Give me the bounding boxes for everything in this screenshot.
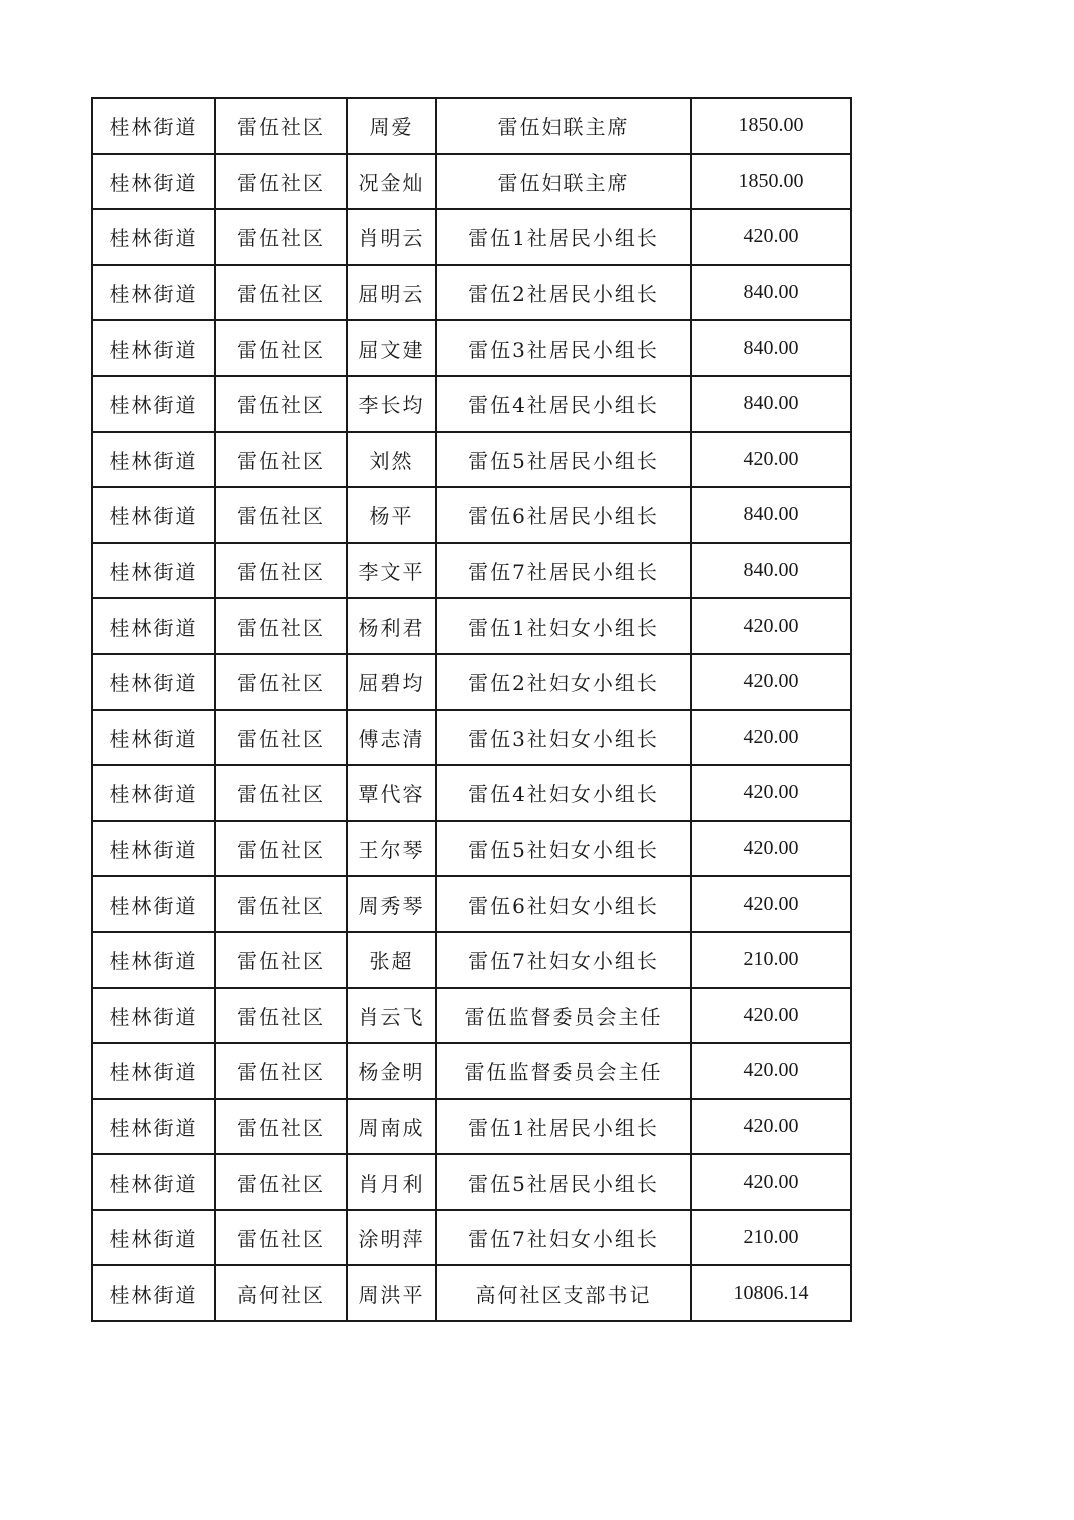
amount-cell: 840.00 — [691, 320, 851, 376]
name-cell: 屈碧均 — [347, 654, 436, 710]
community-cell: 雷伍社区 — [215, 1043, 347, 1099]
table-row — [92, 710, 851, 766]
table-row — [92, 1043, 851, 1099]
table-row — [92, 487, 851, 543]
position-cell: 雷伍5社居民小组长 — [436, 432, 691, 488]
community-cell: 雷伍社区 — [215, 376, 347, 432]
street-cell: 桂林街道 — [92, 654, 215, 710]
name-cell: 屈明云 — [347, 265, 436, 321]
community-cell: 雷伍社区 — [215, 654, 347, 710]
table-row — [92, 765, 851, 821]
table-row — [92, 1099, 851, 1155]
position-cell: 雷伍1社居民小组长 — [436, 209, 691, 265]
street-cell: 桂林街道 — [92, 1099, 215, 1155]
amount-cell: 1850.00 — [691, 98, 851, 154]
street-cell: 桂林街道 — [92, 265, 215, 321]
position-cell: 雷伍5社居民小组长 — [436, 1154, 691, 1210]
position-cell: 雷伍妇联主席 — [436, 98, 691, 154]
street-cell: 桂林街道 — [92, 1210, 215, 1266]
amount-cell: 420.00 — [691, 1099, 851, 1155]
amount-cell: 840.00 — [691, 543, 851, 599]
amount-cell: 10806.14 — [691, 1265, 851, 1321]
amount-cell: 840.00 — [691, 376, 851, 432]
amount-cell: 210.00 — [691, 932, 851, 988]
amount-cell: 420.00 — [691, 765, 851, 821]
amount-cell: 420.00 — [691, 988, 851, 1044]
position-cell: 雷伍1社妇女小组长 — [436, 598, 691, 654]
position-cell: 雷伍妇联主席 — [436, 154, 691, 210]
community-cell: 雷伍社区 — [215, 710, 347, 766]
table-body — [92, 98, 851, 1321]
amount-cell: 420.00 — [691, 1043, 851, 1099]
position-cell: 雷伍7社妇女小组长 — [436, 932, 691, 988]
table-row — [92, 821, 851, 877]
table-row — [92, 98, 851, 154]
position-cell: 雷伍4社妇女小组长 — [436, 765, 691, 821]
name-cell: 肖月利 — [347, 1154, 436, 1210]
name-cell: 王尔琴 — [347, 821, 436, 877]
table-row — [92, 154, 851, 210]
community-cell: 雷伍社区 — [215, 209, 347, 265]
amount-cell: 840.00 — [691, 487, 851, 543]
community-cell: 雷伍社区 — [215, 1154, 347, 1210]
position-cell: 雷伍3社妇女小组长 — [436, 710, 691, 766]
name-cell: 肖云飞 — [347, 988, 436, 1044]
table-row — [92, 988, 851, 1044]
street-cell: 桂林街道 — [92, 376, 215, 432]
street-cell: 桂林街道 — [92, 432, 215, 488]
table-row — [92, 654, 851, 710]
table-row — [92, 598, 851, 654]
street-cell: 桂林街道 — [92, 598, 215, 654]
table-row — [92, 265, 851, 321]
street-cell: 桂林街道 — [92, 765, 215, 821]
name-cell: 况金灿 — [347, 154, 436, 210]
name-cell: 周爱 — [347, 98, 436, 154]
name-cell: 李文平 — [347, 543, 436, 599]
name-cell: 杨平 — [347, 487, 436, 543]
table-row — [92, 932, 851, 988]
position-cell: 雷伍6社居民小组长 — [436, 487, 691, 543]
position-cell: 高何社区支部书记 — [436, 1265, 691, 1321]
table-row — [92, 1265, 851, 1321]
name-cell: 肖明云 — [347, 209, 436, 265]
amount-cell: 420.00 — [691, 710, 851, 766]
name-cell: 屈文建 — [347, 320, 436, 376]
position-cell: 雷伍6社妇女小组长 — [436, 876, 691, 932]
position-cell: 雷伍5社妇女小组长 — [436, 821, 691, 877]
position-cell: 雷伍1社居民小组长 — [436, 1099, 691, 1155]
name-cell: 杨金明 — [347, 1043, 436, 1099]
community-cell: 雷伍社区 — [215, 598, 347, 654]
name-cell: 杨利君 — [347, 598, 436, 654]
position-cell: 雷伍7社妇女小组长 — [436, 1210, 691, 1266]
amount-cell: 420.00 — [691, 654, 851, 710]
community-cell: 雷伍社区 — [215, 320, 347, 376]
street-cell: 桂林街道 — [92, 1265, 215, 1321]
street-cell: 桂林街道 — [92, 487, 215, 543]
community-cell: 雷伍社区 — [215, 932, 347, 988]
community-cell: 雷伍社区 — [215, 1210, 347, 1266]
community-cell: 雷伍社区 — [215, 487, 347, 543]
position-cell: 雷伍监督委员会主任 — [436, 988, 691, 1044]
name-cell: 周秀琴 — [347, 876, 436, 932]
amount-cell: 210.00 — [691, 1210, 851, 1266]
amount-cell: 840.00 — [691, 265, 851, 321]
position-cell: 雷伍4社居民小组长 — [436, 376, 691, 432]
name-cell: 涂明萍 — [347, 1210, 436, 1266]
name-cell: 周洪平 — [347, 1265, 436, 1321]
table-row — [92, 1210, 851, 1266]
street-cell: 桂林街道 — [92, 876, 215, 932]
name-cell: 李长均 — [347, 376, 436, 432]
position-cell: 雷伍监督委员会主任 — [436, 1043, 691, 1099]
amount-cell: 420.00 — [691, 209, 851, 265]
street-cell: 桂林街道 — [92, 209, 215, 265]
table-row — [92, 876, 851, 932]
community-cell: 雷伍社区 — [215, 154, 347, 210]
amount-cell: 420.00 — [691, 598, 851, 654]
table-row — [92, 1154, 851, 1210]
street-cell: 桂林街道 — [92, 1154, 215, 1210]
street-cell: 桂林街道 — [92, 98, 215, 154]
name-cell: 张超 — [347, 932, 436, 988]
street-cell: 桂林街道 — [92, 154, 215, 210]
community-cell: 雷伍社区 — [215, 876, 347, 932]
position-cell: 雷伍7社居民小组长 — [436, 543, 691, 599]
table-row — [92, 543, 851, 599]
name-cell: 周南成 — [347, 1099, 436, 1155]
community-cell: 雷伍社区 — [215, 821, 347, 877]
street-cell: 桂林街道 — [92, 1043, 215, 1099]
community-cell: 雷伍社区 — [215, 543, 347, 599]
community-cell: 雷伍社区 — [215, 1099, 347, 1155]
street-cell: 桂林街道 — [92, 932, 215, 988]
community-cell: 雷伍社区 — [215, 432, 347, 488]
subsidy-table — [91, 97, 852, 1322]
amount-cell: 420.00 — [691, 432, 851, 488]
street-cell: 桂林街道 — [92, 710, 215, 766]
position-cell: 雷伍3社居民小组长 — [436, 320, 691, 376]
street-cell: 桂林街道 — [92, 543, 215, 599]
amount-cell: 1850.00 — [691, 154, 851, 210]
community-cell: 雷伍社区 — [215, 265, 347, 321]
street-cell: 桂林街道 — [92, 320, 215, 376]
community-cell: 高何社区 — [215, 1265, 347, 1321]
street-cell: 桂林街道 — [92, 988, 215, 1044]
position-cell: 雷伍2社妇女小组长 — [436, 654, 691, 710]
community-cell: 雷伍社区 — [215, 98, 347, 154]
community-cell: 雷伍社区 — [215, 765, 347, 821]
amount-cell: 420.00 — [691, 821, 851, 877]
name-cell: 覃代容 — [347, 765, 436, 821]
name-cell: 傅志清 — [347, 710, 436, 766]
amount-cell: 420.00 — [691, 1154, 851, 1210]
table-row — [92, 209, 851, 265]
amount-cell: 420.00 — [691, 876, 851, 932]
table-row — [92, 432, 851, 488]
street-cell: 桂林街道 — [92, 821, 215, 877]
community-cell: 雷伍社区 — [215, 988, 347, 1044]
position-cell: 雷伍2社居民小组长 — [436, 265, 691, 321]
table-row — [92, 376, 851, 432]
table-row — [92, 320, 851, 376]
name-cell: 刘然 — [347, 432, 436, 488]
